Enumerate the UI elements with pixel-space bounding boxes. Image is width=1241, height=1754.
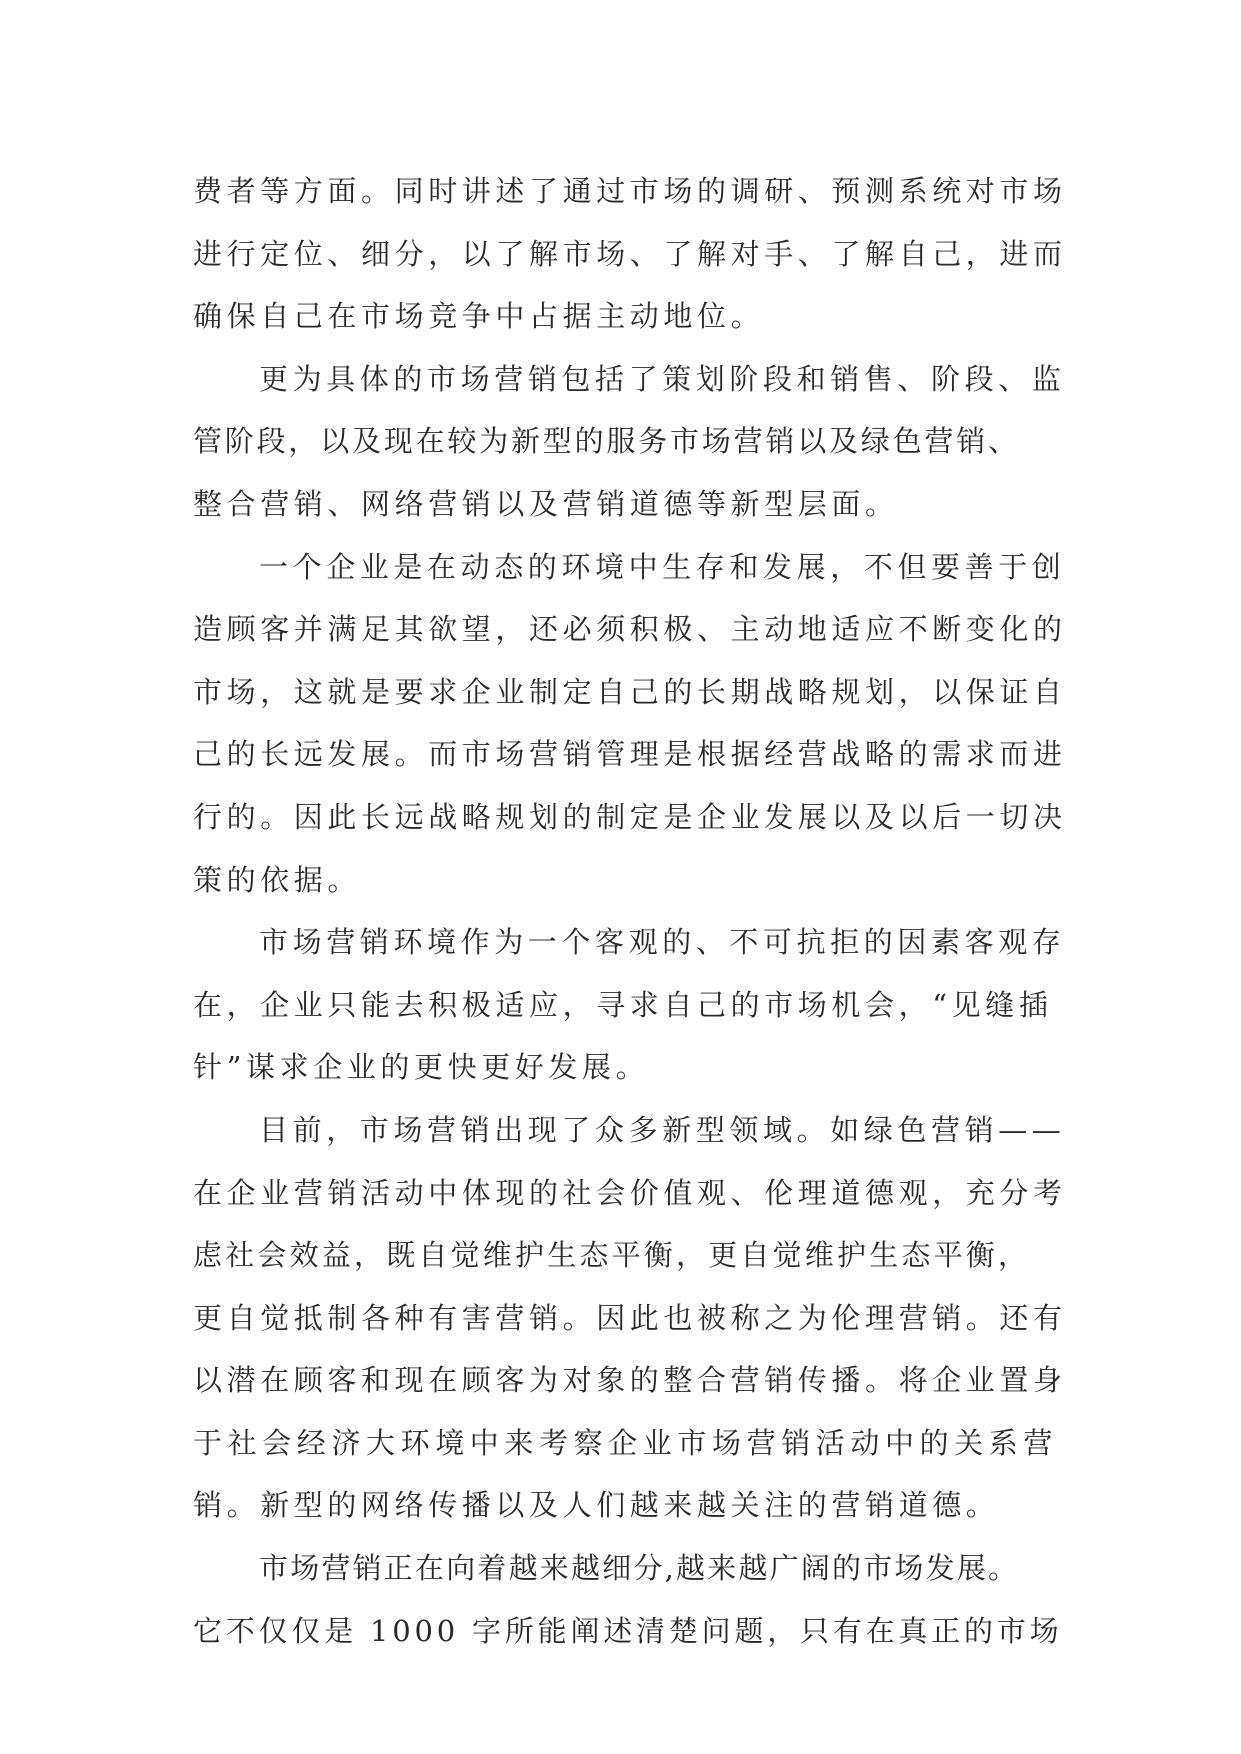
- paragraph-6: [193, 1537, 1063, 1662]
- paragraph-5: [193, 1099, 1067, 1537]
- text-line: 整合营销、网络营销以及营销道德等新型层面。: [193, 486, 899, 521]
- text-line: 费者等方面。同时讲述了通过市场的调研、预测系统对市场: [193, 174, 1067, 208]
- text-line: 虑社会效益，既自觉维护生态平衡，更自觉维护生态平衡，: [193, 1238, 1031, 1273]
- text-line: 更自觉抵制各种有害营销。因此也被称之为伦理营销。还有: [193, 1300, 1067, 1335]
- text-line: 策的依据。: [193, 862, 362, 897]
- text-line: 销。新型的网络传播以及人们越来越关注的营销道德。: [193, 1488, 1000, 1523]
- text-line: 目前，市场营销出现了众多新型领域。如绿色营销——: [259, 1112, 1066, 1147]
- text-line: 行的。因此长远战略规划的制定是企业发展以及以后一切决: [193, 799, 1067, 834]
- text-line: 在，企业只能去积极适应，寻求自己的市场机会，“见缝插: [193, 987, 1053, 1022]
- text-line: 一个企业是在动态的环境中生存和发展，不但要善于创: [259, 549, 1066, 584]
- text-line: 市场营销环境作为一个客观的、不可抗拒的因素客观存: [259, 925, 1066, 960]
- text-line: 以潜在顾客和现在顾客为对象的整合营销传播。将企业置身: [193, 1363, 1067, 1398]
- text-line: 管阶段，以及现在较为新型的服务市场营销以及绿色营销、: [193, 424, 1020, 459]
- text-line: 更为具体的市场营销包括了策划阶段和销售、阶段、监: [259, 361, 1066, 396]
- document-body: [193, 160, 1067, 1662]
- paragraph-4: [193, 911, 1066, 1099]
- text-line: 进行定位、细分，以了解市场、了解对手、了解自己，进而: [193, 236, 1067, 271]
- text-line: 在企业营销活动中体现的社会价值观、伦理道德观，充分考: [193, 1175, 1067, 1210]
- text-line: 确保自己在市场竞争中占据主动地位。: [193, 299, 765, 334]
- paragraph-3: [193, 536, 1067, 912]
- text-line: 针”谋求企业的更快更好发展。: [193, 1050, 650, 1085]
- text-line: 市场营销正在向着越来越细分,越来越广阔的市场发展。: [259, 1551, 1020, 1586]
- text-line: 它不仅仅是 1000 字所能阐述清楚问题，只有在真正的市场: [193, 1613, 1063, 1648]
- text-line: 己的长远发展。而市场营销管理是根据经营战略的需求而进: [193, 737, 1067, 772]
- text-line: 于社会经济大环境中来考察企业市场营销活动中的关系营: [193, 1425, 1059, 1460]
- paragraph-1: [193, 160, 1067, 348]
- paragraph-2: [193, 348, 1066, 536]
- text-line: 市场，这就是要求企业制定自己的长期战略规划，以保证自: [193, 674, 1067, 709]
- text-line: 造顾客并满足其欲望，还必须积极、主动地适应不断变化的: [193, 612, 1067, 647]
